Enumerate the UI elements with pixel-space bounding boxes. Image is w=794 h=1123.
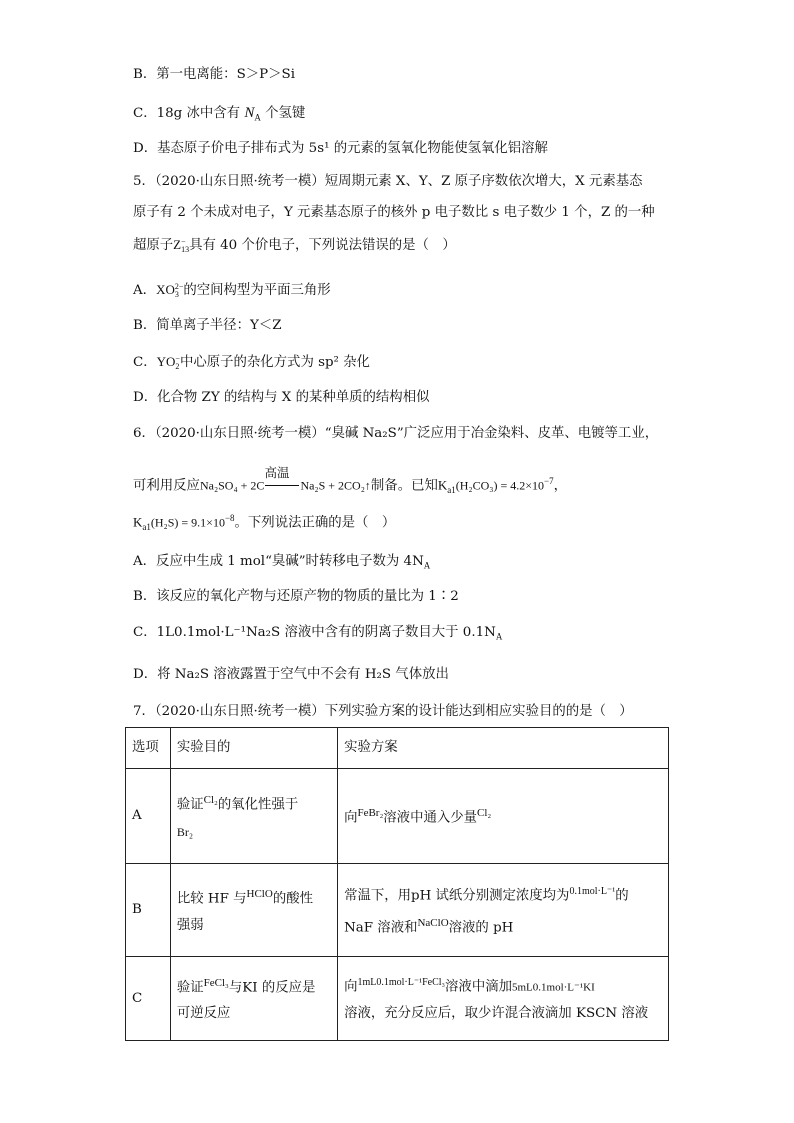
q5-option-a: [133, 281, 331, 300]
q4-option-c: [133, 104, 305, 127]
q6-reaction-arrow: [264, 465, 300, 494]
q6-line2-pre: 可利用反应: [133, 478, 200, 494]
q7-header-option: 选项: [126, 728, 171, 769]
q6-reaction-right: Na₂S + 2CO₂↑: [300, 478, 371, 493]
q7-row-a-purpose-formula: Cl₂: [203, 794, 218, 807]
q4-option-b: B．第一电离能：S＞P＞Si: [133, 67, 295, 82]
q6-ka1: K: [437, 477, 448, 493]
q6-ka1-h2s-exp: −8: [224, 513, 235, 523]
q5-stem-line1: 5．（2020·山东日照·统考一模）短周期元素 X、Y、Z 原子序数依次增大，X 元素基态: [133, 174, 643, 189]
q7-row-a: [126, 769, 669, 864]
q5-stem-line2: 原子有 2 个未成对电子，Y 元素基态原子的核外 p 电子数比 s 电子数少 1 个，Z 的一种: [133, 205, 655, 220]
q5-option-c-sub: 2: [175, 361, 180, 371]
q5-option-a-sub: 3: [174, 289, 179, 299]
q7-row-a-plan-formula2: Cl₂: [477, 807, 492, 820]
q7-row-b: [126, 864, 669, 957]
q7-row-b-plan: 常温下，用pH 试纸分别测定浓度均为$^{0.1mol\cdot L^{-1}}$的 NaF 溶液和$^{NaClO}$溶液的 pH: [338, 864, 669, 957]
q6-option-c: [133, 624, 502, 646]
q5-option-c-formula: YO: [156, 354, 176, 369]
q5-option-a-formula: XO: [156, 282, 175, 297]
q5-stem-line3: [133, 236, 456, 255]
q7-stem: 7．（2020·山东日照·统考一模）下列实验方案的设计能达到相应实验目的的是（ ）: [133, 704, 633, 719]
q5-option-c-text: 中心原子的杂化方式为 sp² 杂化: [179, 355, 370, 370]
q6-stem-line2: 可利用反应Na₂SO₄ + 2C 高温 Na₂S + 2CO₂↑制备。已知$K_{a1}(H_2CO_3) = 4.2\times 10^{-7}$，: [133, 465, 567, 496]
q4-option-c-na-sub: A: [254, 112, 261, 123]
q4-option-d: D．基态原子价电子排布式为 5s¹ 的元素的氢氧化物能使氢氧化铝溶解: [133, 141, 548, 156]
q7-row-c-plan-formula2: 5mL0.1mol·L⁻¹KI: [512, 981, 595, 994]
q5-option-c: [133, 353, 370, 372]
q7-row-c-plan-formula: 1mL0.1mol·L⁻¹FeCl₃: [357, 977, 446, 989]
q7-row-c-plan: 向$^{1mL0.1mol\cdot L^{-1}FeCl_3}$溶液中滴加5mL0.1mol·L⁻¹KI 溶液，充分反应后，取少许混合液滴加 KSCN 溶液: [338, 957, 669, 1041]
q6-stem-line1: 6．（2020·山东日照·统考一模）“臭碱 Na₂S”广泛应用于冶金染料、皮革、电镀等工业，: [133, 426, 659, 441]
q5-option-c-charge: −: [175, 353, 180, 363]
q6-reaction-condition: 高温: [264, 465, 290, 481]
q6-option-c-sub: A: [495, 631, 503, 642]
q6-stem-line3: [133, 509, 395, 536]
q7-row-c: [126, 957, 669, 1041]
q5-superatom: Z: [173, 237, 182, 252]
q7-row-c-purpose-l2: 可逆反应: [176, 1006, 231, 1022]
q7-row-c-option: C: [126, 957, 171, 1041]
q5-option-a-label: A．: [133, 283, 157, 298]
q5-option-a-text: 的空间构型为平面三角形: [183, 283, 331, 298]
q4-option-c-na: N: [244, 105, 255, 121]
q7-row-b-purpose: 比较 HF 与$^{HClO}$的酸性 强弱: [170, 864, 337, 957]
q5-option-d: D．化合物 ZY 的结构与 X 的某种单质的结构相似: [133, 390, 430, 405]
q6-option-b: B．该反应的氧化产物与还原产物的物质的量比为 1∶2: [133, 589, 459, 604]
q5-line3-post: 具有 40 个价电子，下列说法错误的是（ ）: [189, 238, 456, 253]
q6-line3-post: 。下列说法正确的是（ ）: [234, 515, 396, 531]
q7-row-b-plan-formula: 0.1mol·L⁻¹: [569, 886, 616, 898]
q6-reaction-bar: [265, 485, 299, 486]
q5-superatom-count: 13: [181, 244, 190, 254]
q7-row-a-option: A: [126, 769, 171, 864]
q7-row-c-purpose-formula: FeCl₃: [203, 976, 229, 989]
q7-header-purpose: 实验目的: [170, 728, 337, 769]
q6-ka1-sub: a1: [447, 485, 456, 496]
q7-row-a-plan-formula: FeBr₂: [357, 807, 384, 820]
q5-option-a-charge: 2−: [174, 281, 184, 291]
q7-row-c-plan-l2: 溶液，充分反应后，取少许混合液滴加 KSCN 溶液: [344, 1005, 649, 1021]
q5-line3-pre: 超原子: [133, 238, 174, 253]
q4-option-c-pre: C．18g 冰中含有: [133, 106, 241, 121]
q7-row-b-option: B: [126, 864, 171, 957]
q7-table: [125, 727, 669, 1041]
q7-row-a-purpose: 验证$^{Cl_2}$的氧化性强于 Br₂: [170, 769, 337, 864]
q6-ka1-expr: (H₂CO₃) = 4.2×10: [455, 478, 544, 493]
q6-option-a-text: A．反应中生成 1 mol“臭碱”时转移电子数为 4N: [133, 554, 424, 569]
q6-option-c-text: C．1L0.1mol·L⁻¹Na₂S 溶液中含有的阴离子数目大于 0.1N: [133, 625, 496, 640]
q7-row-b-purpose-l2: 强弱: [176, 917, 204, 933]
q5-superatom-charge: −: [181, 236, 186, 246]
q6-option-d: D．将 Na₂S 溶液露置于空气中不会有 H₂S 气体放出: [133, 667, 449, 682]
q6-option-a: [133, 553, 430, 575]
q6-ka1-h2s-expr: (H₂S) = 9.1×10: [150, 515, 225, 530]
q7-row-b-plan-formula2: NaClO: [417, 916, 449, 929]
q6-option-a-sub: A: [423, 560, 431, 571]
q6-ka1-exp: −7: [544, 476, 554, 486]
q6-ka1-h2s-sub: a1: [142, 522, 151, 533]
q6-reaction-left: Na₂SO₄ + 2C: [199, 478, 265, 493]
q7-table-header-row: [126, 728, 669, 769]
q6-line2-mid: 制备。已知: [370, 478, 438, 494]
q5-option-c-label: C．: [133, 355, 157, 370]
q7-row-b-purpose-formula: HClO: [246, 888, 273, 901]
q7-row-c-purpose: 验证$^{FeCl_3}$与KI 的反应是 可逆反应: [170, 957, 337, 1041]
q7-header-plan: 实验方案: [338, 728, 669, 769]
q5-option-b: B．简单离子半径：Y＜Z: [133, 318, 282, 333]
q6-ka1-h2s: K: [133, 514, 143, 530]
q4-option-c-post: 个氢键: [265, 106, 306, 121]
q7-row-a-purpose-l2: Br₂: [176, 824, 194, 839]
q7-row-a-plan: 向$^{FeBr_2}$溶液中通入少量$^{Cl_2}$: [338, 769, 669, 864]
